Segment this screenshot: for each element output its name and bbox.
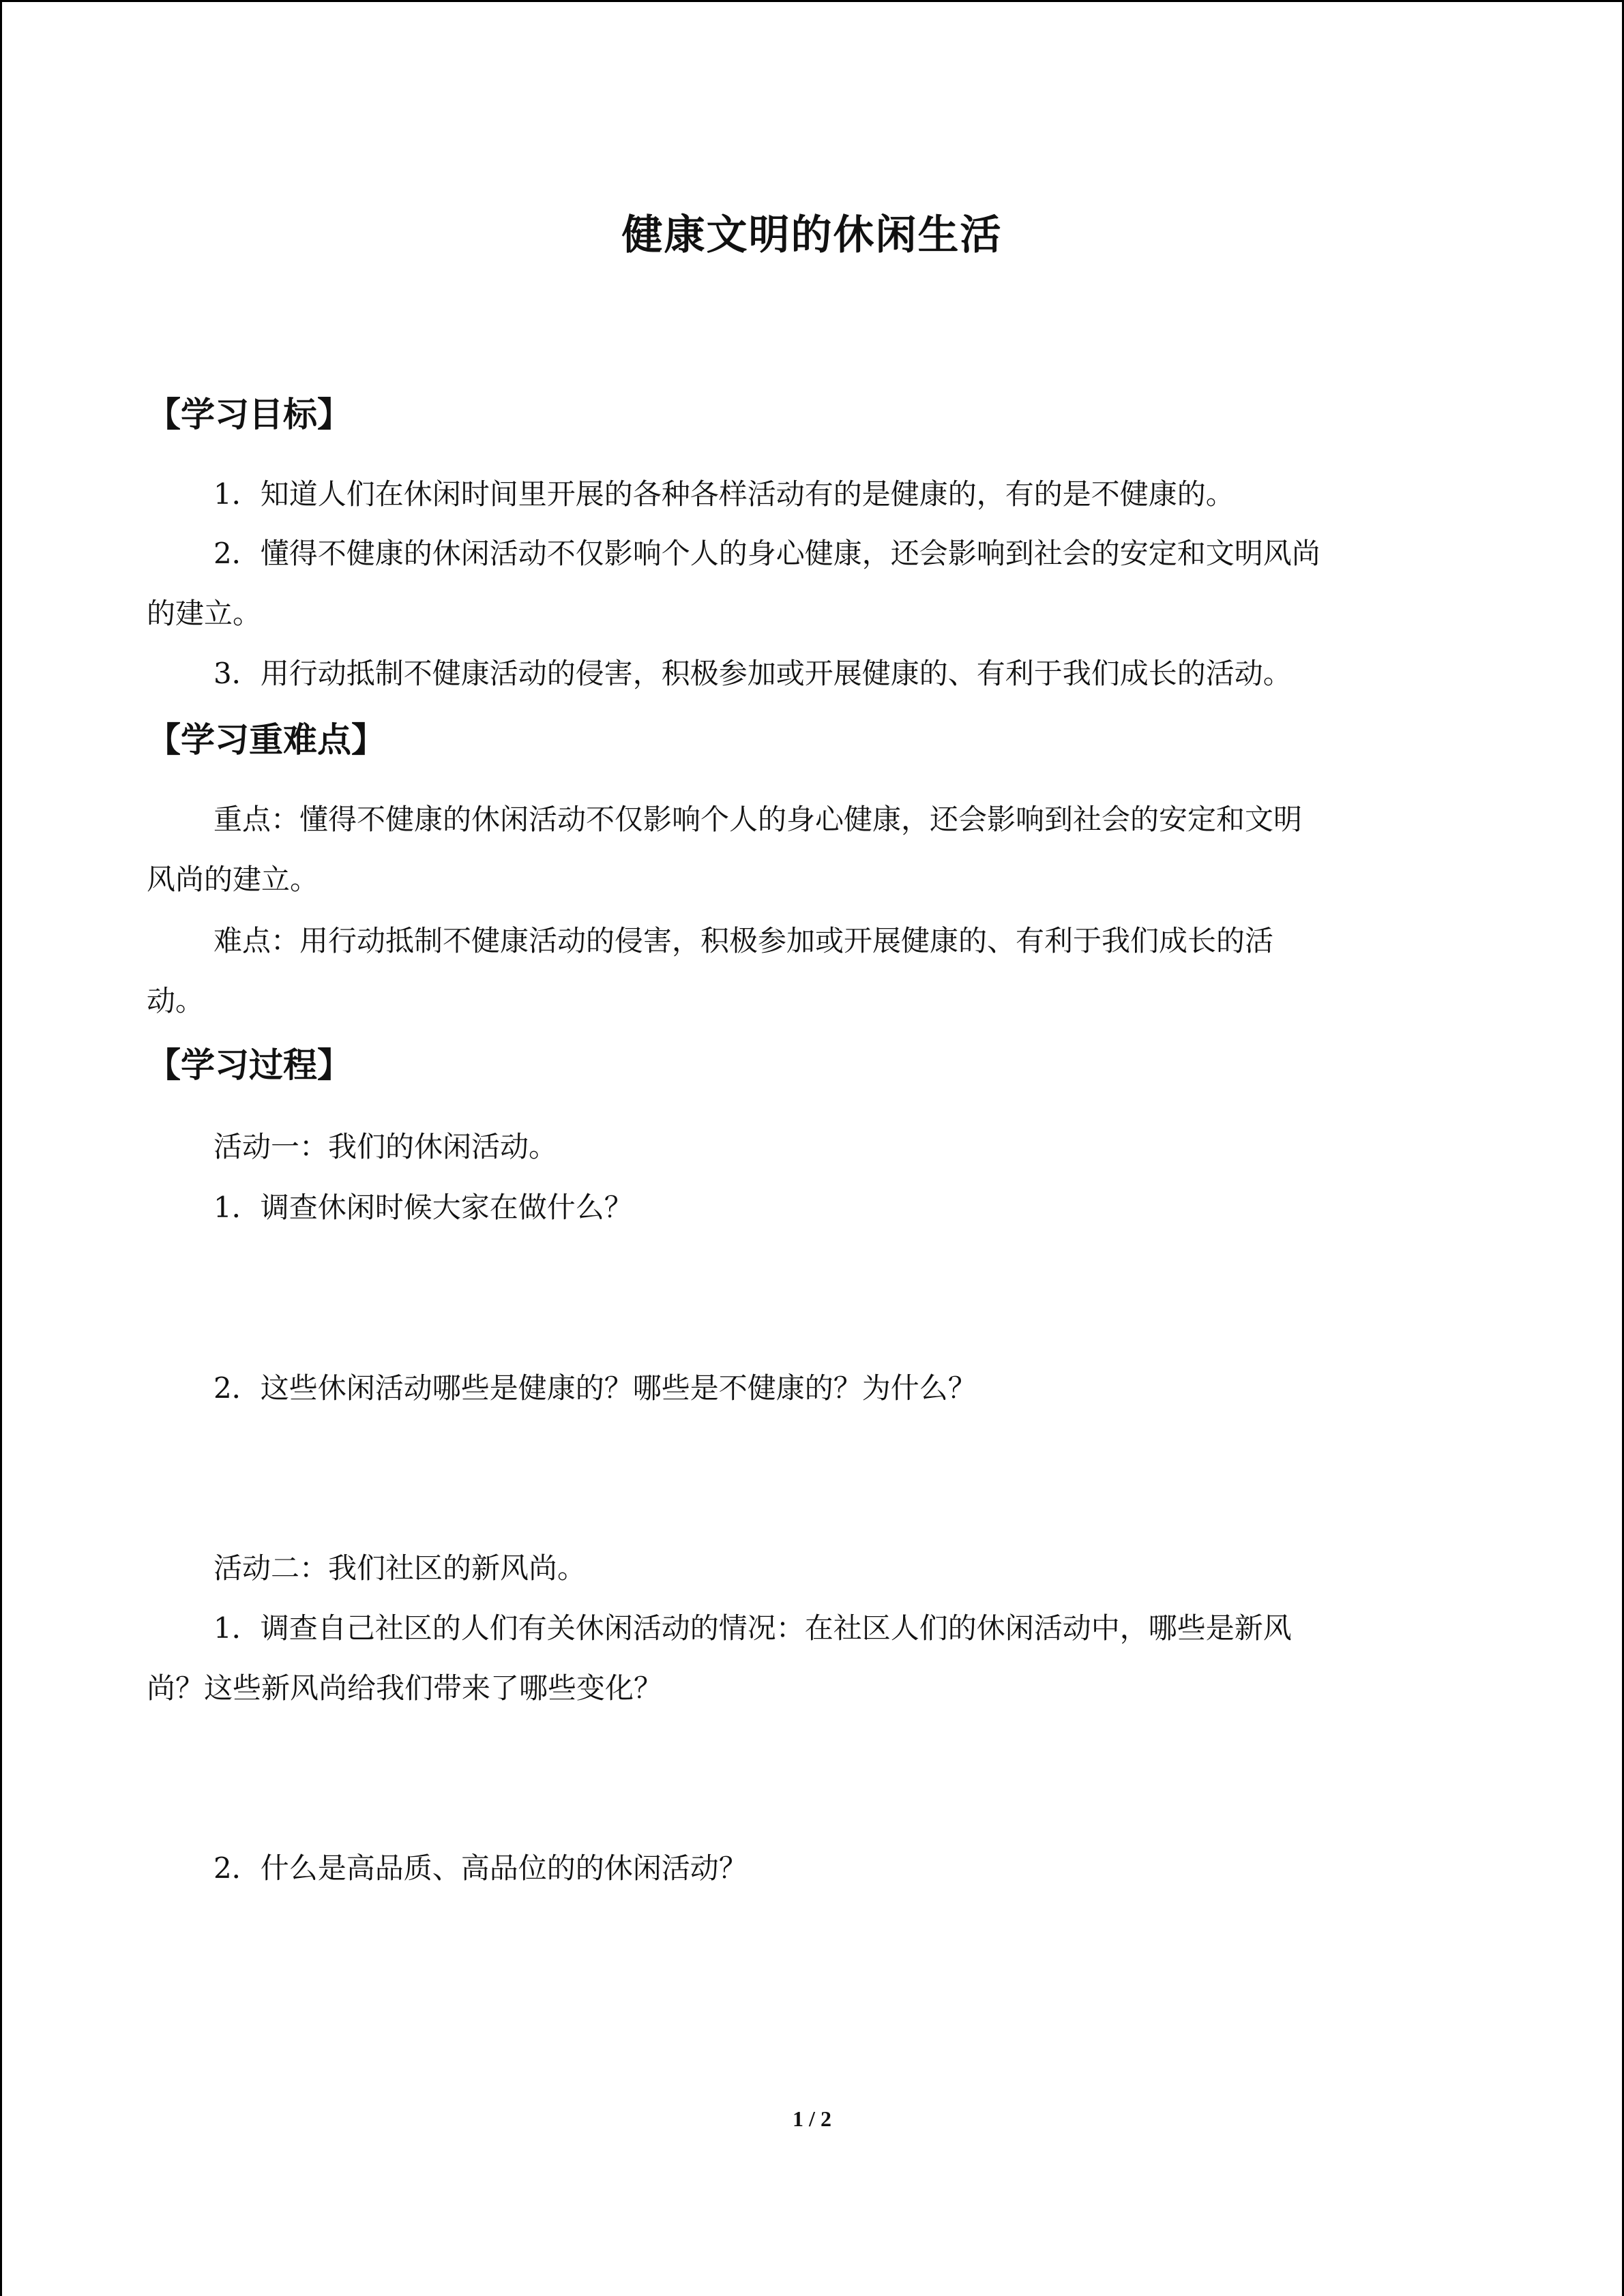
- activity-2-question-1: 1．调查自己社区的人们有关休闲活动的情况：在社区人们的休闲活动中，哪些是新风: [213, 1611, 1292, 1645]
- activity-1-question-2: 2．这些休闲活动哪些是健康的？哪些是不健康的？为什么？: [213, 1371, 977, 1405]
- activity-1-question-1: 1．调查休闲时候大家在做什么？: [213, 1191, 633, 1224]
- goal-item-1: 1．知道人们在休闲时间里开展的各种各样活动有的是健康的，有的是不健康的。: [213, 477, 1235, 511]
- activity-1-title: 活动一：我们的休闲活动。: [213, 1130, 558, 1163]
- page-number: 1 / 2: [793, 2106, 831, 2131]
- page-title: 健康文明的休闲生活: [621, 211, 1003, 259]
- goal-item-3: 3．用行动抵制不健康活动的侵害，积极参加或开展健康的、有利于我们成长的活动。: [213, 657, 1292, 690]
- activity-2-question-1-continued: 尚？这些新风尚给我们带来了哪些变化？: [147, 1671, 663, 1705]
- page-top-border: [0, 0, 1624, 2]
- keypoint-line-continued: 风尚的建立。: [147, 863, 319, 896]
- page-left-border: [0, 0, 2, 2296]
- section-heading-keypoints: 【学习重难点】: [147, 720, 385, 760]
- section-heading-goals: 【学习目标】: [147, 395, 351, 434]
- activity-2-title: 活动二：我们社区的新风尚。: [213, 1551, 587, 1585]
- goal-item-2-continued: 的建立。: [147, 597, 262, 630]
- goal-item-2: 2．懂得不健康的休闲活动不仅影响个人的身心健康，还会影响到社会的安定和文明风尚: [213, 537, 1320, 570]
- keypoint-line: 重点：懂得不健康的休闲活动不仅影响个人的身心健康，还会影响到社会的安定和文明: [213, 803, 1303, 836]
- activity-2-question-2: 2．什么是高品质、高品位的的休闲活动？: [213, 1851, 748, 1885]
- difficulty-line: 难点：用行动抵制不健康活动的侵害，积极参加或开展健康的、有利于我们成长的活: [213, 924, 1274, 957]
- difficulty-line-continued: 动。: [147, 984, 205, 1017]
- section-heading-process: 【学习过程】: [147, 1045, 351, 1085]
